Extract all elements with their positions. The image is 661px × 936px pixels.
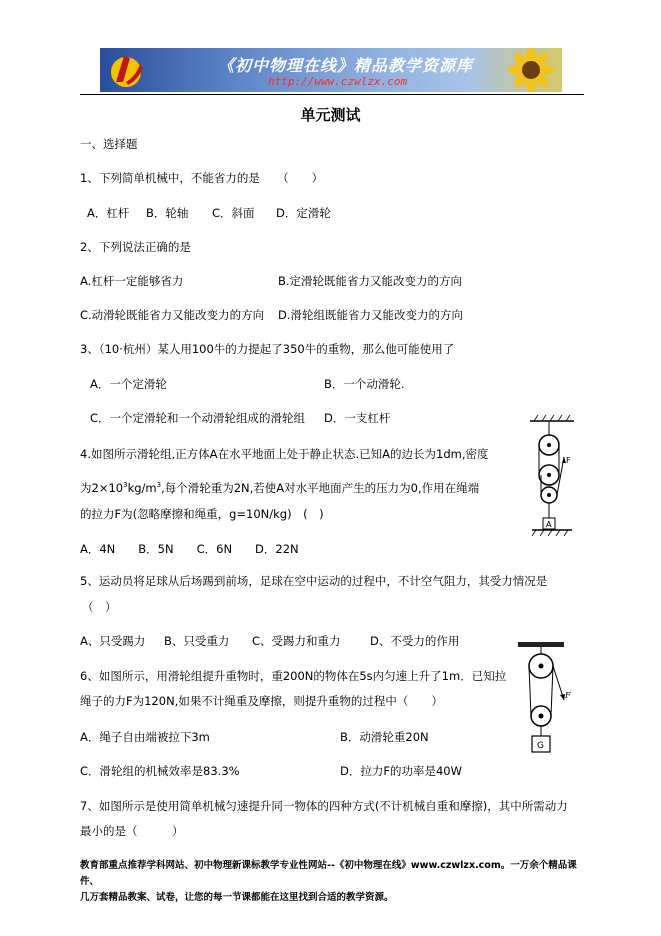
- q4-text-line1: 4.如图所示滑轮组,正方体A在水平地面上处于静止状态.已知A的边长为1dm,密度: [80, 447, 489, 461]
- q4-force-label: F: [566, 456, 571, 465]
- q4-pulley-figure: [526, 413, 578, 539]
- q2-option-d: D.滑轮组既能省力又能改变力的方向: [278, 308, 464, 322]
- header-divider: [80, 94, 584, 95]
- header-banner: [100, 48, 562, 92]
- q3-option-c: C．一个定滑轮和一个动滑轮组成的滑轮组: [90, 411, 306, 425]
- q2-option-b: B.定滑轮既能省力又能改变力的方向: [278, 274, 463, 288]
- q3-option-a: A．一个定滑轮: [90, 377, 167, 391]
- q6-block-label: G: [537, 741, 544, 751]
- q1-option-b: B．轮轴: [146, 206, 189, 220]
- q6-text-line1: 6、如图所示，用滑轮组提升重物时，重200N的物体在5s内匀速上升了1m．已知拉: [80, 669, 507, 683]
- q5-option-d: D、不受力的作用: [370, 634, 460, 648]
- section-heading: 一、选择题: [80, 137, 138, 151]
- q1-option-c: C．斜面: [212, 206, 255, 220]
- q6-option-c: C．滑轮组的机械效率是83.3%: [80, 764, 240, 778]
- q5-option-c: C、受踢力和重力: [252, 634, 341, 648]
- q3-stem: 3、（10·杭州）某人用100牛的力提起了350牛的重物，那么他可能使用了: [80, 342, 455, 356]
- footer-line1: 教育部重点推荐学科网站、初中物理新课标教学专业性网站--《初中物理在线》www.czwlzx.com。一万余个精品课件、: [80, 860, 577, 887]
- q1-stem: 1、下列简单机械中，不能省力的是 （ ）: [80, 171, 324, 185]
- q7-text-line2: 最小的是（ ）: [80, 824, 184, 838]
- q2-stem: 2、下列说法正确的是: [80, 240, 191, 254]
- banner-url[interactable]: http://www.czwlzx.com: [268, 75, 408, 88]
- q2-option-c: C.动滑轮既能省力又能改变力的方向: [80, 308, 265, 322]
- q4-text-line2: 为$2\times 10^3kg/m^3$,每个滑轮重为2N,若使A对水平地面产生的压力为0,作用在绳端: [80, 480, 480, 495]
- q6-force-label: F: [565, 691, 571, 700]
- q5-option-b: B、只受重力: [164, 634, 230, 648]
- q3-option-d: D．一支杠杆: [324, 411, 391, 425]
- site-logo-icon: [106, 50, 146, 90]
- q5-blank: （ ）: [82, 600, 117, 614]
- q6-pulley-figure: [508, 640, 578, 758]
- q4-options: A．4N B．5N C．6N D．22N: [80, 542, 299, 556]
- q7-text-line1: 7、如图所示是使用简单机械匀速提升同一物体的四种方式(不计机械自重和摩擦)，其中所需动力: [80, 799, 568, 813]
- q6-option-b: B．动滑轮重20N: [340, 730, 429, 744]
- q5-stem: 5、运动员将足球从后场踢到前场，足球在空中运动的过程中，不计空气阻力，其受力情况是: [80, 574, 548, 588]
- q1-option-a: A．杠杆: [87, 206, 130, 220]
- sunflower-icon: [504, 48, 558, 92]
- q6-option-a: A．绳子自由端被拉下3m: [80, 730, 210, 744]
- q2-option-a: A.杠杆一定能够省力: [80, 274, 184, 288]
- footer-line2: 几万套精品教案、试卷，让您的每一节课都能在这里找到合适的教学资源。: [80, 892, 394, 903]
- q6-option-d: D．拉力F的功率是40W: [340, 764, 462, 778]
- q4-text-line3: 的拉力F为(忽略摩擦和绳重，g=10N/kg) ( ): [80, 507, 324, 521]
- page-title: 单元测试: [300, 106, 361, 124]
- q3-option-b: B．一个动滑轮.: [324, 377, 405, 391]
- q1-option-d: D．定滑轮: [276, 206, 331, 220]
- q6-text-line2: 绳子的力F为120N,如果不计绳重及摩擦，则提升重物的过程中（ ）: [80, 694, 443, 708]
- banner-title: 《初中物理在线》精品教学资源库: [218, 56, 474, 75]
- q4-block-label: A: [546, 520, 552, 529]
- footer-note: [80, 858, 590, 906]
- q5-option-a: A、只受踢力: [80, 634, 146, 648]
